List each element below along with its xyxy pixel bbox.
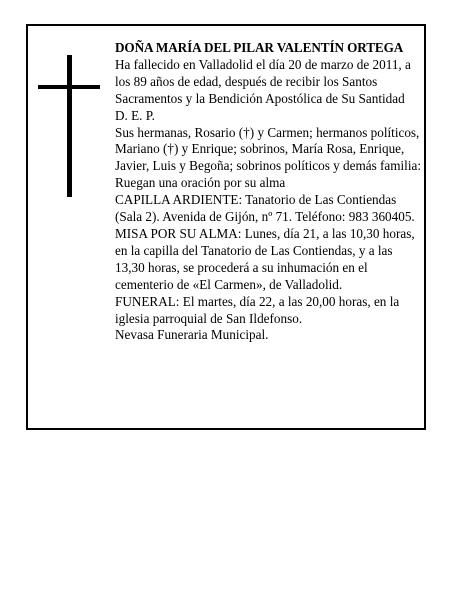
deceased-name: DOÑA MARÍA DEL PILAR VALENTÍN ORTEGA [115,40,404,55]
mass-info: MISA POR SU ALMA: Lunes, día 21, a las 10,30 horas, en la capilla del Tanatorio de Las Contiendas, y a las 13,30 horas, se procederá a su inhumación en el cementerio de «El Carmen», de Valladolid. [115,225,415,292]
dep-line: D. E. P. [115,107,155,123]
chapel-info: CAPILLA ARDIENTE: Tanatorio de Las Contiendas (Sala 2). Avenida de Gijón, nº 71. Teléfono: 983 360405. [115,192,415,225]
cross-vertical-bar [67,55,72,197]
death-announcement: Ha fallecido en Valladolid el día 20 de marzo de 2011, a los 89 años de edad, después de recibir los Santos Sacramentos y la Bendición Apostólica de Su Santidad [115,56,411,106]
cross-icon [38,55,100,197]
family-list: Sus hermanas, Rosario (†) y Carmen; hermanos políticos, Mariano (†) y Enrique; sobrinos, María Rosa, Enrique, Javier, Luis y Begoña; sobrinos políticos y demás familia: [115,124,422,174]
notice-text [115,40,425,344]
cross-horizontal-bar [38,85,100,89]
funeral-home: Nevasa Funeraria Municipal. [115,327,269,343]
prayer-request: Ruegan una oración por su alma [115,175,286,191]
obituary-notice [26,24,426,430]
funeral-info: FUNERAL: El martes, día 22, a las 20,00 horas, en la iglesia parroquial de San Ildefonso. [115,293,400,326]
